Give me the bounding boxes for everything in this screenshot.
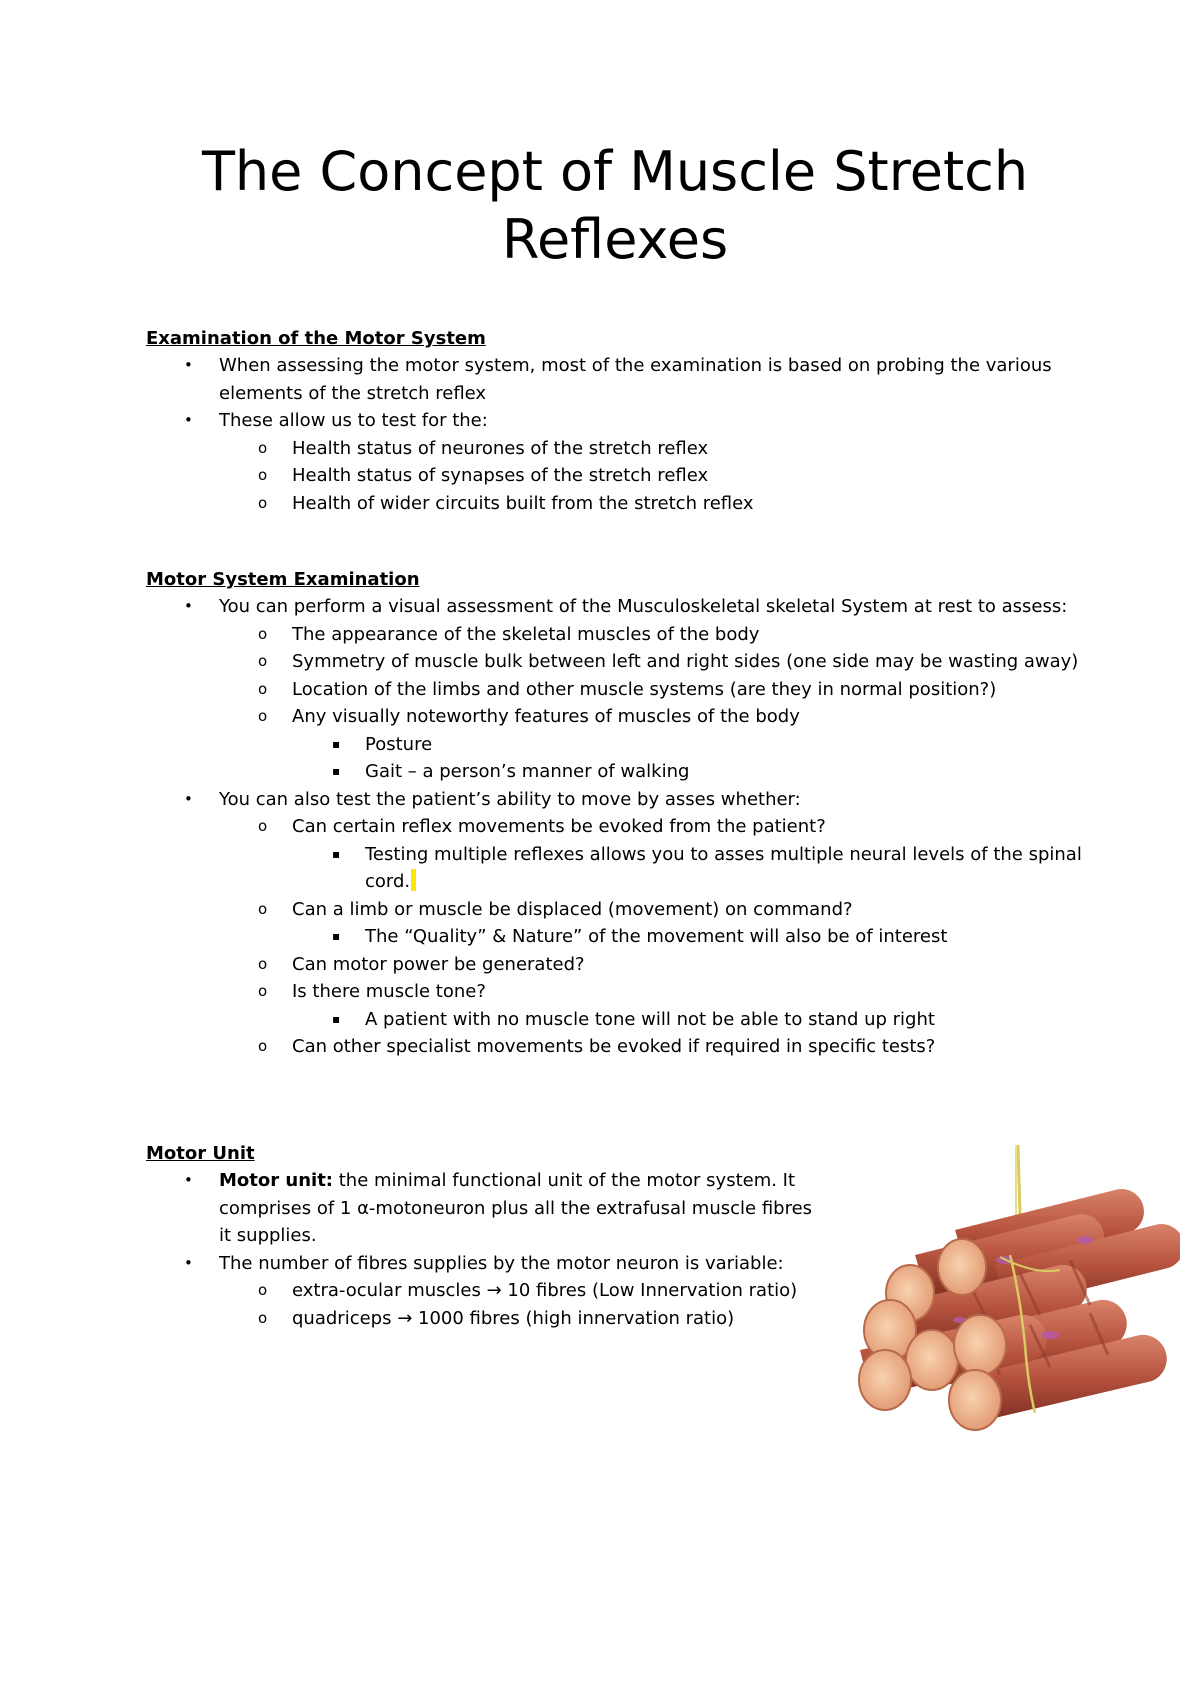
section-examination-motor-system (146, 325, 1086, 517)
circle-marker: o (258, 982, 268, 1000)
circle-marker: o (258, 707, 268, 725)
bullet-marker: • (184, 356, 193, 374)
bullet-marker: • (184, 1171, 193, 1189)
text-highlight-mark (411, 869, 416, 891)
section-heading: Examination of the Motor System (146, 328, 486, 349)
list-item: ▪ Testing multiple reflexes allows you to asses multiple neural levels of the spinal cord. (146, 841, 1086, 896)
circle-marker: o (258, 493, 268, 512)
circle-marker: o (258, 817, 268, 835)
circle-marker: o (258, 899, 268, 918)
circle-marker: o (258, 652, 268, 670)
list-item: o Is there muscle tone? (146, 978, 1086, 1006)
circle-marker: o (258, 1308, 268, 1327)
list-item: o Can motor power be generated? (146, 951, 1086, 979)
square-marker: ▪ (332, 929, 341, 943)
list-item: • These allow us to test for the: (146, 407, 1086, 435)
square-marker: ▪ (332, 1011, 341, 1026)
list-item: • You can perform a visual assessment of the Musculoskeletal skeletal System at rest to assess: (146, 593, 1086, 621)
term-label: Motor unit: (219, 1170, 333, 1191)
list-item: o quadriceps → 1000 fibres (high innervation ratio) (146, 1305, 826, 1333)
list-item: ▪ Posture (146, 731, 1086, 759)
list-item: o extra-ocular muscles → 10 fibres (Low Innervation ratio) (146, 1277, 826, 1305)
bullet-marker: • (184, 1253, 193, 1272)
circle-marker: o (258, 466, 268, 484)
list-item: ▪ Gait – a person’s manner of walking (146, 758, 1086, 786)
bullet-marker: • (184, 411, 193, 429)
list-item: o Any visually noteworthy features of muscles of the body (146, 703, 1086, 731)
page-title: The Concept of Muscle Stretch Reflexes (201, 140, 1029, 271)
list-item: • The number of fibres supplies by the motor neuron is variable: (146, 1250, 826, 1278)
list-item: o The appearance of the skeletal muscles of the body (146, 621, 1086, 649)
list-item: • Motor unit: the minimal functional unit of the motor system. It comprises of 1 α-motoneuron plus all the extrafusal muscle fibres it supplies. (146, 1167, 826, 1250)
square-marker: ▪ (332, 764, 341, 778)
list-item: ▪ A patient with no muscle tone will not be able to stand up right (146, 1006, 1086, 1034)
list-item: ▪ The “Quality” & Nature” of the movement will also be of interest (146, 923, 1086, 951)
circle-marker: o (258, 679, 268, 698)
bullet-marker: • (184, 597, 193, 615)
list-item: • When assessing the motor system, most of the examination is based on probing the various elements of the stretch reflex (146, 352, 1086, 407)
muscle-fiber-bundle-image (850, 1145, 1180, 1435)
circle-marker: o (258, 1281, 268, 1299)
list-item: o Health status of neurones of the stretch reflex (146, 435, 1086, 463)
section-heading: Motor System Examination (146, 569, 420, 590)
square-marker: ▪ (332, 736, 341, 751)
bullet-marker: • (184, 789, 193, 808)
list-item: o Health status of synapses of the stretch reflex (146, 462, 1086, 490)
section-heading: Motor Unit (146, 1143, 255, 1164)
circle-marker: o (258, 624, 268, 643)
list-item: o Can other specialist movements be evoked if required in specific tests? (146, 1033, 1086, 1061)
list-item: • You can also test the patient’s ability to move by asses whether: (146, 786, 1086, 814)
circle-marker: o (258, 438, 268, 457)
list-item: o Symmetry of muscle bulk between left and right sides (one side may be wasting away) (146, 648, 1086, 676)
list-item: o Health of wider circuits built from the stretch reflex (146, 490, 1086, 518)
square-marker: ▪ (332, 846, 341, 861)
section-motor-system-examination (146, 566, 1086, 1061)
list-item: o Location of the limbs and other muscle systems (are they in normal position?) (146, 676, 1086, 704)
circle-marker: o (258, 1037, 268, 1055)
section-motor-unit (146, 1140, 826, 1332)
list-item: o Can a limb or muscle be displaced (movement) on command? (146, 896, 1086, 924)
circle-marker: o (258, 954, 268, 973)
list-item: o Can certain reflex movements be evoked from the patient? (146, 813, 1086, 841)
